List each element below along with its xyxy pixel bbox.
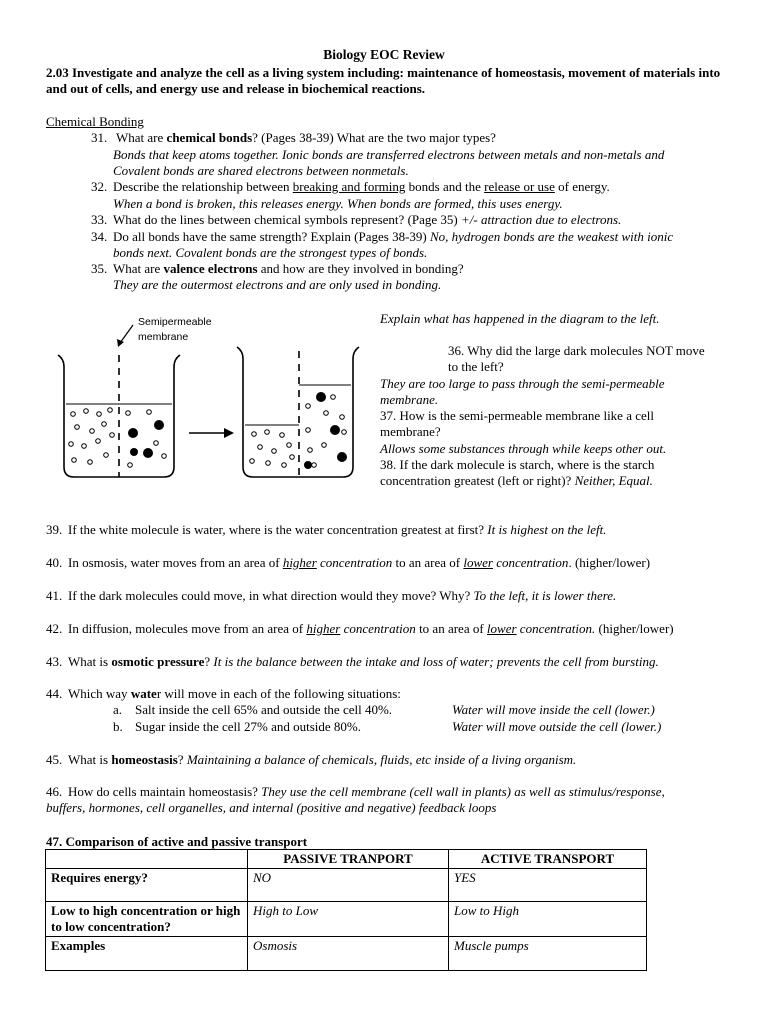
answer-36-line2: membrane. xyxy=(380,392,439,407)
passive-cell: NO xyxy=(248,869,449,902)
question-46: 46. How do cells maintain homeostasis? They use the cell membrane (cell wall in plants) as well as stimulus/response, xyxy=(46,784,665,799)
question-44: 44. Which way water will move in each of the following situations: xyxy=(46,686,401,701)
table-row xyxy=(46,937,647,971)
passive-cell: Osmosis xyxy=(248,937,449,971)
question-32: 32. Describe the relationship between breaking and forming bonds and the release or use of energy. xyxy=(91,179,610,194)
transport-comparison-table xyxy=(45,849,647,971)
question-35: 35. What are valence electrons and how are they involved in bonding? xyxy=(91,261,464,276)
question-41: 41. If the dark molecules could move, in what direction would they move? Why? To the left, it is lower there. xyxy=(46,588,617,603)
answer-34-line2: bonds next. Covalent bonds are the strongest types of bonds. xyxy=(113,245,428,260)
active-cell: Low to High xyxy=(449,902,647,937)
table-row xyxy=(46,902,647,937)
answer-31-line2: Covalent bonds are shared electrons between nonmetals. xyxy=(113,163,409,178)
answer-36-line1: They are too large to pass through the semi-permeable xyxy=(380,376,665,391)
question-38-line1: 38. If the dark molecule is starch, where is the starch xyxy=(380,457,655,472)
answer-37: Allows some substances through while keeps other out. xyxy=(380,441,667,456)
answer-44b: Water will move outside the cell (lower.) xyxy=(452,719,662,734)
answer-31-line1: Bonds that keep atoms together. Ionic bonds are transferred electrons between metals and non-metals and xyxy=(113,147,665,162)
question-44a: a. Salt inside the cell 65% and outside the cell 40%. xyxy=(113,702,393,717)
answer-44a: Water will move inside the cell (lower.) xyxy=(452,702,655,717)
left-starch-molecules xyxy=(128,420,164,458)
active-cell: YES xyxy=(449,869,647,902)
row-label: Low to high concentration or high to low concentration? xyxy=(46,902,248,937)
label-pointer xyxy=(120,325,133,343)
label-arrowhead xyxy=(117,339,124,347)
question-36-line1: 36. Why did the large dark molecules NOT move xyxy=(448,343,705,358)
membrane-label-line1: Semipermeable xyxy=(138,316,212,328)
passive-cell: High to Low xyxy=(248,902,449,937)
question-44b: b. Sugar inside the cell 27% and outside 80%. xyxy=(113,719,362,734)
row-label: Examples xyxy=(46,937,248,971)
row-label: Requires energy? xyxy=(46,869,248,902)
question-31: 31. What are chemical bonds? (Pages 38-39) What are the two major types? xyxy=(91,130,496,145)
osmosis-beaker-diagram xyxy=(46,305,371,490)
question-33: 33. What do the lines between chemical symbols represent? (Page 35) +/- attraction due to electrons. xyxy=(91,212,622,227)
table-header-passive: PASSIVE TRANPORT xyxy=(248,850,449,869)
section-heading: Chemical Bonding xyxy=(46,114,144,129)
active-cell: Muscle pumps xyxy=(449,937,647,971)
standard-statement: 2.03 Investigate and analyze the cell as a living system including: maintenance of homeostasis, movement of materials into and out of cells, and energy use and release in biochemical reactions. xyxy=(46,65,721,96)
table-header-blank xyxy=(46,850,248,869)
question-36-line2: to the left? xyxy=(448,359,504,374)
question-37-line1: 37. How is the semi-permeable membrane like a cell xyxy=(380,408,654,423)
table-row xyxy=(46,869,647,902)
table-header-active: ACTIVE TRANSPORT xyxy=(449,850,647,869)
question-39: 39. If the white molecule is water, where is the water concentration greatest at first? It is highest on the left. xyxy=(46,522,607,537)
question-34: 34. Do all bonds have the same strength? Explain (Pages 38-39) No, hydrogen bonds are the weakest with ionic xyxy=(91,229,674,244)
membrane-label-line2: membrane xyxy=(138,331,189,343)
question-45: 45. What is homeostasis? Maintaining a balance of chemicals, fluids, etc inside of a living organism. xyxy=(46,752,577,767)
answer-35: They are the outermost electrons and are only used in bonding. xyxy=(113,277,442,292)
left-water-molecules xyxy=(69,408,167,468)
question-38-line2: concentration greatest (left or right)? Neither, Equal. xyxy=(380,473,653,488)
answer-32: When a bond is broken, this releases energy. When bonds are formed, this uses energy. xyxy=(113,196,563,211)
question-47-title: 47. Comparison of active and passive transport xyxy=(46,834,308,849)
question-43: 43. What is osmotic pressure? It is the balance between the intake and loss of water; prevents the cell from bursting. xyxy=(46,654,659,669)
question-42: 42. In diffusion, molecules move from an area of higher concentration to an area of lower concentration. (higher/lower) xyxy=(46,621,674,636)
question-37-line2: membrane? xyxy=(380,424,441,439)
page-title: Biology EOC Review xyxy=(323,47,445,62)
answer-46-line2: buffers, hormones, cell organelles, and internal (positive and negative) feedback loops xyxy=(46,800,497,815)
diagram-prompt: Explain what has happened in the diagram to the left. xyxy=(380,311,660,326)
transition-arrowhead xyxy=(224,428,234,438)
table-header-row xyxy=(46,850,647,869)
question-40: 40. In osmosis, water moves from an area of higher concentration to an area of lower concentration. (higher/lower) xyxy=(46,555,651,570)
